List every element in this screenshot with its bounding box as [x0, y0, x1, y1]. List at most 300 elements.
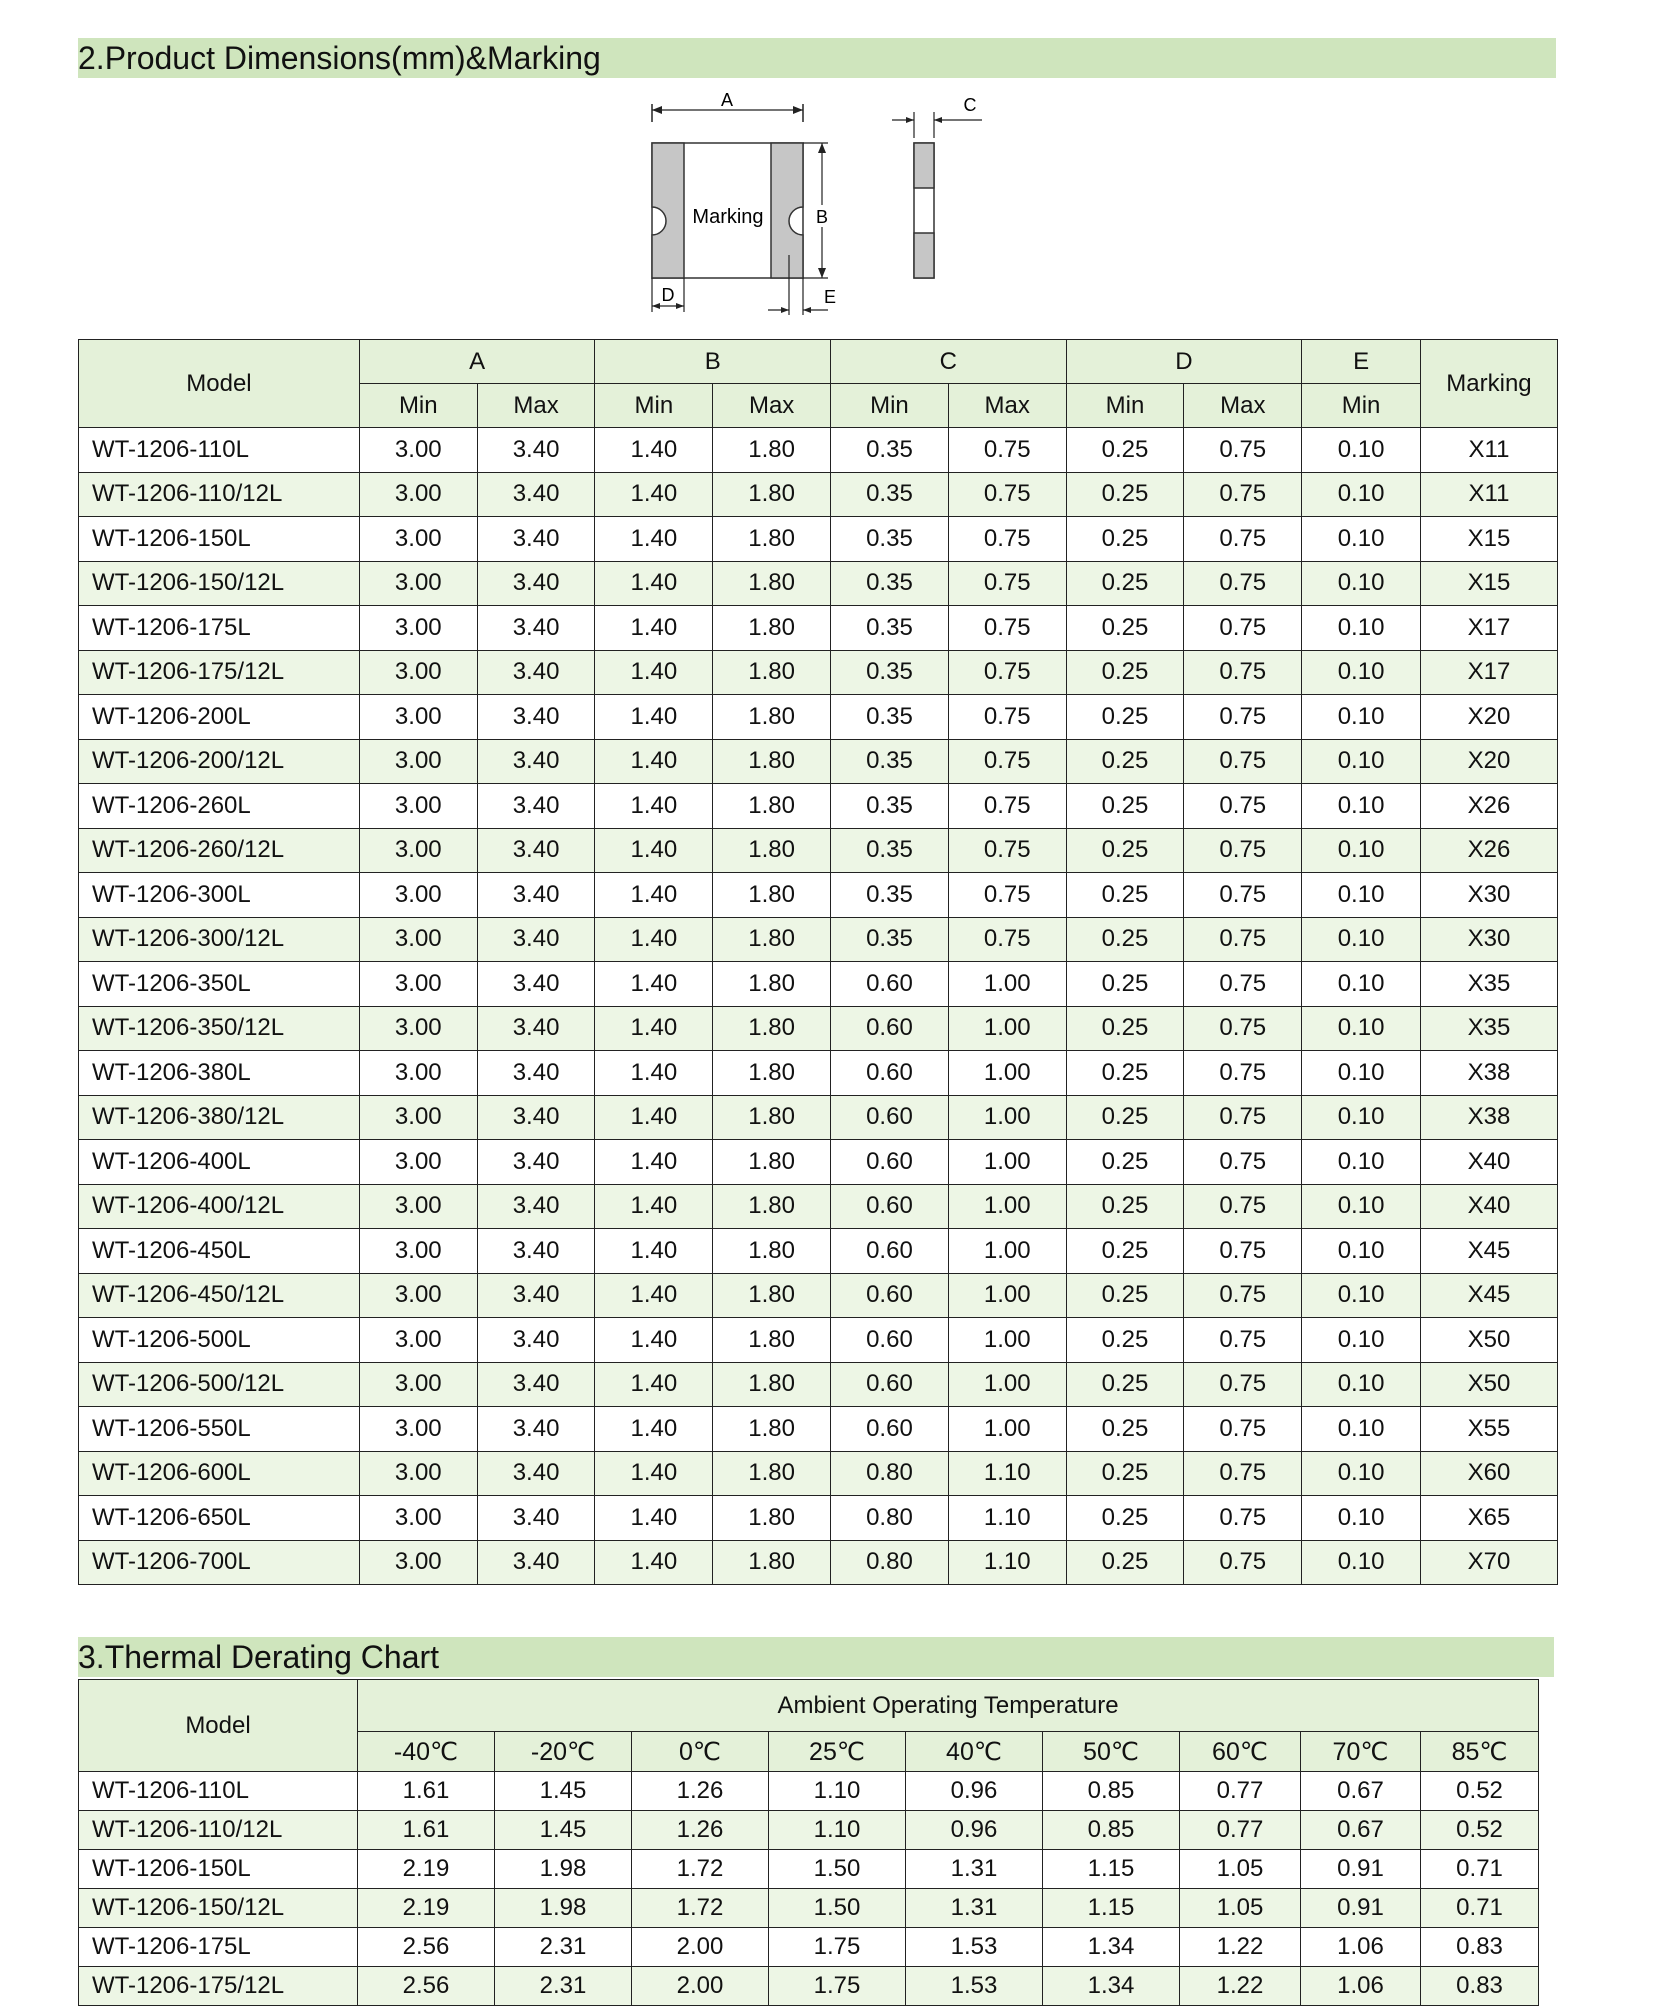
dimension-cell: 0.25 — [1066, 695, 1184, 740]
dimension-cell: 0.75 — [1184, 650, 1302, 695]
marking-cell: X11 — [1420, 472, 1557, 517]
table-row — [79, 1140, 1558, 1185]
header-group-a: A — [359, 340, 595, 384]
current-cell: 1.15 — [1043, 1850, 1180, 1889]
dimension-cell: 3.00 — [359, 1095, 477, 1140]
dimension-cell: 0.25 — [1066, 1095, 1184, 1140]
dimension-cell: 3.00 — [359, 1451, 477, 1496]
dimension-cell: 0.10 — [1302, 1407, 1421, 1452]
table-row — [79, 784, 1558, 829]
dimension-cell: 1.80 — [713, 517, 831, 562]
thermal-derating-table — [78, 1679, 1539, 2006]
dimension-cell: 1.40 — [595, 962, 713, 1007]
dimension-cell: 0.10 — [1302, 828, 1421, 873]
dimension-cell: 1.00 — [948, 1095, 1066, 1140]
current-cell: 1.75 — [769, 1967, 906, 2006]
dimension-cell: 1.80 — [713, 1407, 831, 1452]
dimension-cell: 0.75 — [1184, 1273, 1302, 1318]
dim-label-b: B — [815, 207, 829, 227]
dimension-cell: 3.40 — [477, 962, 595, 1007]
dimension-cell: 0.10 — [1302, 1540, 1421, 1585]
dimension-cell: 3.40 — [477, 1095, 595, 1140]
table-row — [79, 1772, 1539, 1811]
model-cell: WT-1206-150/12L — [79, 1889, 358, 1928]
current-cell: 2.00 — [632, 1967, 769, 2006]
dimension-cell: 1.80 — [713, 695, 831, 740]
table-row — [79, 1811, 1539, 1850]
model-cell: WT-1206-200/12L — [79, 739, 360, 784]
dimension-cell: 0.10 — [1302, 1006, 1421, 1051]
dimension-cell: 1.00 — [948, 1051, 1066, 1096]
current-cell: 0.96 — [906, 1811, 1043, 1850]
table-row — [79, 428, 1558, 473]
dimension-cell: 0.25 — [1066, 873, 1184, 918]
current-cell: 1.26 — [632, 1772, 769, 1811]
dimension-cell: 3.40 — [477, 472, 595, 517]
dimension-cell: 0.10 — [1302, 739, 1421, 784]
dimension-cell: 0.10 — [1302, 1451, 1421, 1496]
current-cell: 1.06 — [1301, 1967, 1421, 2006]
dimension-cell: 1.10 — [948, 1540, 1066, 1585]
current-cell: 1.15 — [1043, 1889, 1180, 1928]
table-row — [79, 561, 1558, 606]
dimension-cell: 3.00 — [359, 428, 477, 473]
dimension-cell: 1.40 — [595, 561, 713, 606]
current-cell: 1.72 — [632, 1850, 769, 1889]
current-cell: 1.61 — [358, 1811, 495, 1850]
header-group-e: E — [1302, 340, 1421, 384]
dimension-cell: 3.00 — [359, 828, 477, 873]
marking-cell: X65 — [1420, 1496, 1557, 1541]
dimension-cell: 1.40 — [595, 1095, 713, 1140]
table-row — [79, 695, 1558, 740]
dimensions-table — [78, 339, 1558, 1585]
marking-cell: X40 — [1420, 1140, 1557, 1185]
dimension-cell: 0.75 — [1184, 1496, 1302, 1541]
table-row — [79, 828, 1558, 873]
dimension-cell: 0.10 — [1302, 1496, 1421, 1541]
dimension-cell: 0.60 — [831, 1140, 949, 1185]
dimension-cell: 0.75 — [1184, 472, 1302, 517]
dimension-cell: 1.10 — [948, 1496, 1066, 1541]
model-cell: WT-1206-700L — [79, 1540, 360, 1585]
dimension-cell: 1.40 — [595, 472, 713, 517]
dimension-cell: 0.75 — [948, 606, 1066, 651]
dimension-cell: 0.10 — [1302, 873, 1421, 918]
dimension-cell: 1.40 — [595, 695, 713, 740]
marking-cell: X15 — [1420, 561, 1557, 606]
dimension-cell: 0.10 — [1302, 428, 1421, 473]
header-sub: Max — [1184, 384, 1302, 428]
dimension-cell: 0.25 — [1066, 1006, 1184, 1051]
temperature-header: 70℃ — [1301, 1732, 1421, 1772]
dimension-cell: 1.80 — [713, 1184, 831, 1229]
dimension-cell: 1.40 — [595, 1184, 713, 1229]
dimension-cell: 1.40 — [595, 1229, 713, 1274]
dimension-cell: 3.00 — [359, 784, 477, 829]
table-row — [79, 1273, 1558, 1318]
dimension-cell: 1.80 — [713, 1362, 831, 1407]
marking-cell: X45 — [1420, 1229, 1557, 1274]
dimension-cell: 0.25 — [1066, 1540, 1184, 1585]
dimension-cell: 3.40 — [477, 784, 595, 829]
dimension-cell: 0.75 — [1184, 1006, 1302, 1051]
current-cell: 2.00 — [632, 1928, 769, 1967]
dimension-cell: 1.80 — [713, 962, 831, 1007]
model-cell: WT-1206-150L — [79, 1850, 358, 1889]
model-cell: WT-1206-260L — [79, 784, 360, 829]
current-cell: 1.22 — [1180, 1928, 1301, 1967]
dimension-cell: 3.40 — [477, 1451, 595, 1496]
dimension-cell: 0.10 — [1302, 1318, 1421, 1363]
dimension-cell: 0.75 — [948, 828, 1066, 873]
dimension-cell: 0.60 — [831, 1229, 949, 1274]
dimension-cell: 0.25 — [1066, 561, 1184, 606]
therm-header-group: Ambient Operating Temperature — [358, 1680, 1539, 1732]
model-cell: WT-1206-400/12L — [79, 1184, 360, 1229]
dimension-cell: 1.40 — [595, 1407, 713, 1452]
dimension-cell: 1.80 — [713, 828, 831, 873]
dimension-cell: 1.40 — [595, 650, 713, 695]
dimension-cell: 3.40 — [477, 695, 595, 740]
dimension-cell: 1.00 — [948, 1006, 1066, 1051]
model-cell: WT-1206-500/12L — [79, 1362, 360, 1407]
dimension-cell: 0.75 — [1184, 1407, 1302, 1452]
current-cell: 1.53 — [906, 1928, 1043, 1967]
dimension-cell: 1.80 — [713, 1006, 831, 1051]
dimension-cell: 0.10 — [1302, 650, 1421, 695]
dimension-cell: 0.75 — [1184, 873, 1302, 918]
header-marking: Marking — [1420, 340, 1557, 428]
dimension-cell: 0.25 — [1066, 650, 1184, 695]
current-cell: 1.75 — [769, 1928, 906, 1967]
dimension-cell: 1.40 — [595, 1051, 713, 1096]
dimension-cell: 0.60 — [831, 1318, 949, 1363]
dimension-cell: 3.40 — [477, 517, 595, 562]
dimension-cell: 1.00 — [948, 1140, 1066, 1185]
current-cell: 1.10 — [769, 1772, 906, 1811]
dimension-cell: 3.00 — [359, 1006, 477, 1051]
dimension-cell: 0.75 — [1184, 1540, 1302, 1585]
table-row — [79, 1451, 1558, 1496]
dimension-cell: 0.75 — [1184, 695, 1302, 740]
dimension-cell: 1.80 — [713, 1451, 831, 1496]
dimension-cell: 1.00 — [948, 962, 1066, 1007]
dimension-cell: 0.10 — [1302, 517, 1421, 562]
dimension-cell: 0.25 — [1066, 517, 1184, 562]
current-cell: 0.83 — [1421, 1928, 1539, 1967]
dimension-cell: 3.00 — [359, 1140, 477, 1185]
dimension-cell: 3.40 — [477, 1362, 595, 1407]
table-row — [79, 650, 1558, 695]
current-cell: 1.45 — [495, 1811, 632, 1850]
current-cell: 0.52 — [1421, 1772, 1539, 1811]
dimension-cell: 0.10 — [1302, 962, 1421, 1007]
dimension-cell: 0.10 — [1302, 784, 1421, 829]
table-row — [79, 1184, 1558, 1229]
current-cell: 1.50 — [769, 1850, 906, 1889]
dimension-cell: 0.75 — [948, 428, 1066, 473]
current-cell: 1.10 — [769, 1811, 906, 1850]
dimension-cell: 0.35 — [831, 650, 949, 695]
header-model: Model — [79, 340, 360, 428]
dimension-cell: 3.40 — [477, 739, 595, 784]
marking-cell: X45 — [1420, 1273, 1557, 1318]
dimension-cell: 1.80 — [713, 1318, 831, 1363]
dimension-cell: 0.75 — [1184, 517, 1302, 562]
current-cell: 1.45 — [495, 1772, 632, 1811]
marking-cell: X60 — [1420, 1451, 1557, 1496]
dimension-cell: 0.75 — [1184, 1451, 1302, 1496]
dimension-cell: 0.10 — [1302, 606, 1421, 651]
current-cell: 1.05 — [1180, 1889, 1301, 1928]
table-row — [79, 1496, 1558, 1541]
dimension-cell: 3.00 — [359, 1273, 477, 1318]
dimension-cell: 0.10 — [1302, 561, 1421, 606]
table-row — [79, 1051, 1558, 1096]
current-cell: 1.50 — [769, 1889, 906, 1928]
dimension-cell: 0.60 — [831, 1051, 949, 1096]
model-cell: WT-1206-400L — [79, 1140, 360, 1185]
dimension-cell: 3.00 — [359, 1051, 477, 1096]
dimension-cell: 3.00 — [359, 739, 477, 784]
dimension-cell: 3.00 — [359, 517, 477, 562]
current-cell: 0.91 — [1301, 1889, 1421, 1928]
current-cell: 1.22 — [1180, 1967, 1301, 2006]
dimension-cell: 0.75 — [1184, 739, 1302, 784]
current-cell: 2.31 — [495, 1928, 632, 1967]
table-row — [79, 1850, 1539, 1889]
marking-label: Marking — [692, 206, 764, 228]
current-cell: 0.67 — [1301, 1772, 1421, 1811]
dimension-cell: 0.10 — [1302, 1229, 1421, 1274]
dimension-cell: 0.60 — [831, 1362, 949, 1407]
marking-cell: X11 — [1420, 428, 1557, 473]
dimension-cell: 0.75 — [948, 873, 1066, 918]
header-sub: Max — [948, 384, 1066, 428]
dimension-cell: 1.00 — [948, 1184, 1066, 1229]
dimension-cell: 3.00 — [359, 1362, 477, 1407]
temperature-header: 0℃ — [632, 1732, 769, 1772]
dimension-cell: 0.25 — [1066, 1140, 1184, 1185]
dimension-cell: 0.75 — [1184, 561, 1302, 606]
dimension-cell: 0.25 — [1066, 1451, 1184, 1496]
dimension-cell: 0.10 — [1302, 1184, 1421, 1229]
dimension-cell: 1.80 — [713, 1273, 831, 1318]
model-cell: WT-1206-300L — [79, 873, 360, 918]
therm-header-model: Model — [79, 1680, 358, 1772]
model-cell: WT-1206-200L — [79, 695, 360, 740]
dimension-cell: 1.80 — [713, 873, 831, 918]
model-cell: WT-1206-350L — [79, 962, 360, 1007]
dimension-cell: 1.40 — [595, 1540, 713, 1585]
dimension-cell: 1.40 — [595, 784, 713, 829]
model-cell: WT-1206-300/12L — [79, 917, 360, 962]
table-row — [79, 1540, 1558, 1585]
model-cell: WT-1206-600L — [79, 1451, 360, 1496]
marking-cell: X26 — [1420, 784, 1557, 829]
dimension-cell: 0.75 — [948, 472, 1066, 517]
table-row — [79, 1889, 1539, 1928]
current-cell: 1.26 — [632, 1811, 769, 1850]
current-cell: 0.52 — [1421, 1811, 1539, 1850]
table-row — [79, 472, 1558, 517]
current-cell: 0.77 — [1180, 1772, 1301, 1811]
dimension-cell: 0.25 — [1066, 1496, 1184, 1541]
dimension-cell: 0.60 — [831, 1095, 949, 1140]
current-cell: 1.05 — [1180, 1850, 1301, 1889]
header-group-d: D — [1066, 340, 1302, 384]
table-row — [79, 517, 1558, 562]
temperature-header: 85℃ — [1421, 1732, 1539, 1772]
dimension-cell: 3.00 — [359, 561, 477, 606]
marking-cell: X50 — [1420, 1362, 1557, 1407]
dimension-cell: 0.10 — [1302, 695, 1421, 740]
dimension-cell: 3.00 — [359, 1229, 477, 1274]
dimension-cell: 3.00 — [359, 873, 477, 918]
dimension-cell: 3.40 — [477, 1229, 595, 1274]
dimension-cell: 1.40 — [595, 1273, 713, 1318]
dimension-cell: 1.80 — [713, 739, 831, 784]
dimension-cell: 3.40 — [477, 917, 595, 962]
dim-label-e: E — [823, 287, 837, 307]
dimension-cell: 1.80 — [713, 1095, 831, 1140]
dimension-cell: 3.40 — [477, 1140, 595, 1185]
marking-cell: X30 — [1420, 873, 1557, 918]
dimension-cell: 3.00 — [359, 1407, 477, 1452]
dimension-cell: 1.40 — [595, 606, 713, 651]
dimension-cell: 0.75 — [1184, 606, 1302, 651]
dimension-cell: 0.75 — [1184, 828, 1302, 873]
dimension-cell: 0.75 — [1184, 1095, 1302, 1140]
marking-cell: X30 — [1420, 917, 1557, 962]
dimension-cell: 0.25 — [1066, 828, 1184, 873]
current-cell: 0.83 — [1421, 1967, 1539, 2006]
marking-cell: X38 — [1420, 1051, 1557, 1096]
dimension-cell: 3.40 — [477, 1051, 595, 1096]
dimension-cell: 3.00 — [359, 650, 477, 695]
table-row — [79, 1928, 1539, 1967]
model-cell: WT-1206-450/12L — [79, 1273, 360, 1318]
table-row — [79, 1006, 1558, 1051]
marking-cell: X26 — [1420, 828, 1557, 873]
dimension-cell: 3.40 — [477, 1407, 595, 1452]
dimension-cell: 0.75 — [948, 739, 1066, 784]
dimension-cell: 0.25 — [1066, 428, 1184, 473]
dimension-cell: 0.35 — [831, 695, 949, 740]
dimension-cell: 0.75 — [948, 561, 1066, 606]
dimension-cell: 3.00 — [359, 962, 477, 1007]
dimension-cell: 0.35 — [831, 428, 949, 473]
model-cell: WT-1206-175/12L — [79, 1967, 358, 2006]
dimension-cell: 1.80 — [713, 1229, 831, 1274]
model-cell: WT-1206-110/12L — [79, 472, 360, 517]
dimension-cell: 3.40 — [477, 650, 595, 695]
dimension-cell: 0.75 — [948, 695, 1066, 740]
current-cell: 2.56 — [358, 1928, 495, 1967]
dimension-cell: 0.75 — [1184, 1318, 1302, 1363]
dimension-cell: 3.40 — [477, 828, 595, 873]
table-row — [79, 917, 1558, 962]
current-cell: 0.96 — [906, 1772, 1043, 1811]
marking-cell: X17 — [1420, 606, 1557, 651]
dimension-cell: 1.80 — [713, 472, 831, 517]
dimension-cell: 0.25 — [1066, 739, 1184, 784]
dimension-cell: 1.40 — [595, 1140, 713, 1185]
dimension-cell: 0.10 — [1302, 472, 1421, 517]
temperature-header: -20℃ — [495, 1732, 632, 1772]
current-cell: 1.06 — [1301, 1928, 1421, 1967]
table-row — [79, 873, 1558, 918]
dimension-cell: 3.40 — [477, 561, 595, 606]
dimension-cell: 0.35 — [831, 517, 949, 562]
dimension-cell: 0.35 — [831, 472, 949, 517]
dimension-cell: 3.40 — [477, 1184, 595, 1229]
header-group-c: C — [831, 340, 1067, 384]
model-cell: WT-1206-150/12L — [79, 561, 360, 606]
model-cell: WT-1206-550L — [79, 1407, 360, 1452]
marking-cell: X50 — [1420, 1318, 1557, 1363]
dimension-cell: 0.25 — [1066, 917, 1184, 962]
dimension-cell: 0.10 — [1302, 1051, 1421, 1096]
current-cell: 0.91 — [1301, 1850, 1421, 1889]
dimension-cell: 3.00 — [359, 1496, 477, 1541]
dimension-cell: 1.40 — [595, 517, 713, 562]
model-cell: WT-1206-110L — [79, 428, 360, 473]
current-cell: 0.85 — [1043, 1772, 1180, 1811]
dimension-cell: 3.00 — [359, 606, 477, 651]
temperature-header: -40℃ — [358, 1732, 495, 1772]
current-cell: 2.19 — [358, 1889, 495, 1928]
dimension-cell: 0.75 — [1184, 917, 1302, 962]
temperature-header: 60℃ — [1180, 1732, 1301, 1772]
dimension-cell: 0.25 — [1066, 606, 1184, 651]
dimension-cell: 1.40 — [595, 1496, 713, 1541]
dimension-cell: 3.40 — [477, 1318, 595, 1363]
current-cell: 1.98 — [495, 1889, 632, 1928]
dimension-cell: 1.00 — [948, 1407, 1066, 1452]
dimension-cell: 1.80 — [713, 1140, 831, 1185]
model-cell: WT-1206-110L — [79, 1772, 358, 1811]
dimension-cell: 3.40 — [477, 1006, 595, 1051]
current-cell: 2.19 — [358, 1850, 495, 1889]
dimension-cell: 0.75 — [948, 917, 1066, 962]
dimension-cell: 0.25 — [1066, 784, 1184, 829]
dimension-cell: 0.75 — [1184, 1362, 1302, 1407]
dimension-cell: 3.40 — [477, 1540, 595, 1585]
dimension-cell: 0.60 — [831, 1273, 949, 1318]
dimension-cell: 1.10 — [948, 1451, 1066, 1496]
dimension-cell: 0.10 — [1302, 1095, 1421, 1140]
model-cell: WT-1206-110/12L — [79, 1811, 358, 1850]
current-cell: 0.85 — [1043, 1811, 1180, 1850]
dimension-cell: 1.00 — [948, 1229, 1066, 1274]
model-cell: WT-1206-350/12L — [79, 1006, 360, 1051]
dimension-cell: 0.25 — [1066, 962, 1184, 1007]
current-cell: 1.34 — [1043, 1967, 1180, 2006]
header-sub: Min — [359, 384, 477, 428]
dimension-cell: 0.10 — [1302, 1140, 1421, 1185]
marking-cell: X35 — [1420, 962, 1557, 1007]
current-cell: 2.56 — [358, 1967, 495, 2006]
dim-label-c: C — [963, 95, 977, 115]
marking-cell: X15 — [1420, 517, 1557, 562]
header-sub: Max — [477, 384, 595, 428]
marking-cell: X40 — [1420, 1184, 1557, 1229]
dimension-cell: 3.40 — [477, 1496, 595, 1541]
dimension-cell: 0.25 — [1066, 1318, 1184, 1363]
dimension-cell: 1.40 — [595, 1362, 713, 1407]
